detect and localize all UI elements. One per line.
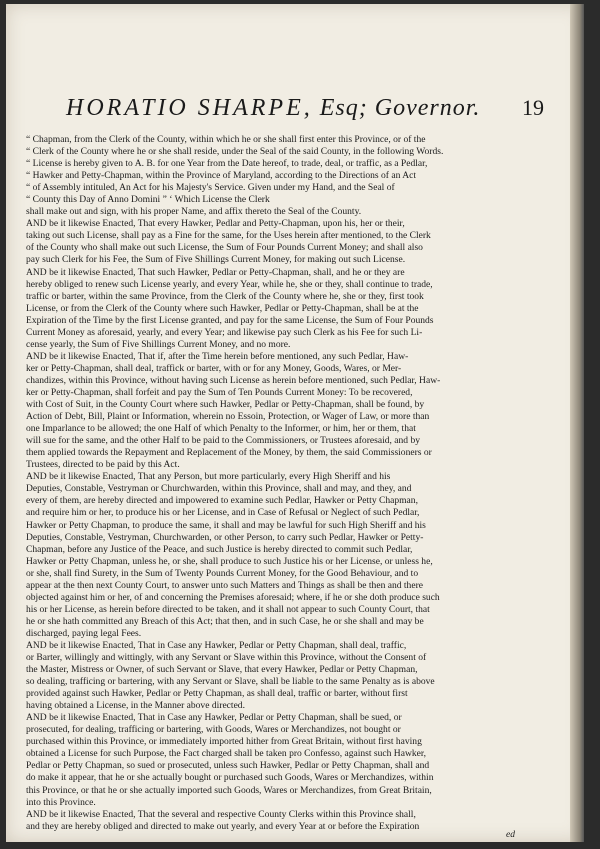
text-line: pay such Clerk for his Fee, the Sum of Five Shillings Current Money, for making out such License. [26, 254, 406, 266]
document-body [26, 134, 552, 833]
text-line: “ Chapman, from the Clerk of the County, within which he or she shall first enter this Province, or of the [26, 134, 426, 145]
running-head-suffix: Esq; Governor. [312, 95, 481, 121]
text-line: one Imparlance to be allowed; the one Half of which Penalty to the Informer, or him, her or them, that [26, 423, 416, 435]
text-line: do make it appear, that he or she actually bought or purchased such Goods, Wares or Merchandizes, within [26, 772, 434, 784]
text-line: Current Money as aforesaid, yearly, and every Year; and likewise pay such Clerk as his Fee for such Li- [26, 326, 423, 338]
text-line: Hawker or Petty Chapman, to produce the same, it shall and may be lawful for such High Sheriff and his [26, 519, 426, 531]
running-head-name: HORATIO SHARPE, [66, 95, 313, 121]
text-line: purchased within this Province, or immediately imported hither from Great Britain, without first having [26, 736, 422, 748]
text-line: he or she hath committed any Breach of this Act; that then, and in such Case, he or she shall and may be [26, 615, 424, 627]
text-line: License, or from the Clerk of the County where such Hawker, Pedlar or Petty-Chapman, shall be at the [26, 302, 419, 314]
text-line: shall make out and sign, with his proper Name, and affix thereto the Seal of the County. [26, 206, 362, 218]
text-line: “ Clerk of the County where he or she shall reside, under the Seal of the said County, in the following Words. [26, 146, 444, 158]
text-line: the Master, Mistress or Owner, of such Servant or Slave, that every Hawker, Pedlar or Petty Chapman, [26, 664, 418, 676]
text-line: Action of Debt, Bill, Plaint or Information, wherein no Essoin, Protection, or Wager of Law, or more than [26, 411, 430, 423]
text-line: traffic or barter, within the same Province, from the Clerk of the County where he, she or they, first took [26, 290, 424, 302]
text-line: having obtained a License, in the Manner above directed. [26, 700, 245, 712]
text-line: discharged, paying legal Fees. [26, 627, 142, 639]
text-line: AND be it likewise Enacted, That in Case any Hawker, Pedlar or Petty Chapman, shall deal, traffic, [26, 639, 407, 651]
document-page [6, 4, 584, 842]
text-line: “ License is hereby given to A. B. for one Year from the Date hereof, to trade, deal, or traffic, as a Pedlar, [26, 158, 428, 170]
text-line: them applied towards the Repayment and Replacement of the Money, by them, the said Commissioners or [26, 447, 432, 459]
text-line: or Barter, willingly and wittingly, with any Servant or Slave within this Province, without the Consent of [26, 652, 427, 664]
text-line: Pedlar or Petty Chapman, so sued or prosecuted, unless such Hawker, Pedlar or Petty Chapman, shall and [26, 760, 430, 772]
text-line: Chapman, before any Justice of the Peace, and such Justice is hereby directed to commit such Pedlar, [26, 543, 413, 555]
text-line: “ Hawker and Petty-Chapman, within the Province of Maryland, according to the Directions of an Act [26, 170, 416, 182]
text-line: Trustees, directed to be paid by this Act. [26, 459, 180, 471]
text-line: this Province, or that he or she actually imported such Goods, Wares or Merchandizes, from Great Britain, [26, 784, 432, 796]
text-line: cense yearly, the Sum of Five Shillings Current Money, and no more. [26, 338, 291, 350]
text-line: or she, shall find Surety, in the Sum of Twenty Pounds Current Money, for the Good Behaviour, and to [26, 567, 419, 579]
text-line: objected against him or her, of and concerning the Premises aforesaid; where, if he or she doth produce such [26, 591, 440, 603]
text-line: Deputies, Constable, Vestryman, Churchwarden, or other Person, to carry such Pedlar, Hawker or Petty- [26, 531, 424, 543]
text-line: and require him or her, to produce his or her License, and in Case of Refusal or Neglect of such Pedlar, [26, 507, 420, 519]
text-line: ker or Petty-Chapman, shall deal, traffick or barter, with or for any Money, Goods, Wares, or Mer- [26, 362, 402, 374]
text-line: with Cost of Suit, in the County Court where such Hawker, Pedlar or Petty-Chapman, shall be found, by [26, 399, 425, 411]
text-line: Expiration of the Time by the first License granted, and pay for the same License, the Sum of Four Pounds [26, 314, 434, 326]
text-line: so dealing, trafficing or bartering, with any Servant or Slave, shall be liable to the same Penalty as is above [26, 676, 435, 688]
text-line: “ of Assembly intituled, An Act for his Majesty's Service. Given under my Hand, and the Seal of [26, 182, 395, 194]
text-line: appear at the then next County Court, to answer unto such Matters and Things as shall be then and there [26, 579, 423, 591]
text-line: AND be it likewise Enacted, That if, after the Time herein before mentioned, any such Pedlar, Haw- [26, 350, 409, 362]
text-line: into this Province. [26, 796, 96, 808]
text-line: Deputies, Constable, Vestryman or Churchwarden, within this Province, shall and may, and they, and [26, 483, 412, 495]
text-line: prosecuted, for dealing, trafficing or bartering, with Goods, Wares or Merchandizes, not bought or [26, 724, 401, 736]
text-line: hereby obliged to renew such License yearly, and every Year, while he, she or they, shall continue to trade, [26, 278, 433, 290]
text-line: and they are hereby obliged and directed to make out yearly, and every Year at or before the Expiration [26, 820, 420, 832]
text-line: will sue for the same, and the other Half to be paid to the Commissioners, or Trustees aforesaid, and by [26, 435, 420, 447]
text-line: taking out such License, shall pay as a Fine for the same, for the Uses herein after mentioned, to the Clerk [26, 230, 431, 242]
text-line: AND be it likewise Enacted, That the several and respective County Clerks within this Province shall, [26, 808, 416, 820]
book-gutter [570, 4, 584, 842]
text-line: every of them, are hereby directed and impowered to examine such Pedlar, Hawker or Petty Chapman, [26, 495, 418, 507]
text-line: of the County who shall make out such License, the Sum of Four Pounds Current Money; and shall also [26, 242, 423, 254]
text-line: chandizes, within this Province, without having such License as herein before mentioned, such Pedlar, Haw- [26, 374, 441, 386]
text-line: ker or Petty-Chapman, shall forfeit and pay the Sum of Ten Pounds Current Money: To be recovered, [26, 386, 413, 398]
page-number: 19 [522, 95, 544, 120]
text-line: Hawker or Petty Chapman, unless he, or she, shall produce to such Justice his or her License, or unless he, [26, 555, 433, 567]
text-line: his or her License, as herein before directed to be taken, and it shall not appear to such County Court, that [26, 603, 430, 615]
text-line: AND be it likewise Enacted, That every Hawker, Pedlar and Petty-Chapman, upon his, her or their, [26, 218, 405, 230]
text-line: AND be it likewise Enacted, That such Hawker, Pedlar or Petty-Chapman, shall, and he or they are [26, 266, 405, 278]
text-line: AND be it likewise Enacted, That any Person, but more particularly, every High Sheriff and his [26, 471, 391, 483]
text-line: provided against such Hawker, Pedlar or Petty Chapman, as shall deal, traffic or barter, without first [26, 688, 408, 700]
catchword: ed [506, 830, 515, 840]
text-line: obtained a License for such Purpose, the Fact charged shall be taken pro Confesso, against such Hawker, [26, 748, 427, 760]
running-head [66, 95, 480, 122]
page-header [66, 95, 544, 127]
text-line: AND be it likewise Enacted, That in Case any Hawker, Pedlar or Petty Chapman, shall be sued, or [26, 712, 402, 724]
text-line: “ County this Day of Anno Domini ” ‘ Which License the Clerk [26, 194, 270, 206]
